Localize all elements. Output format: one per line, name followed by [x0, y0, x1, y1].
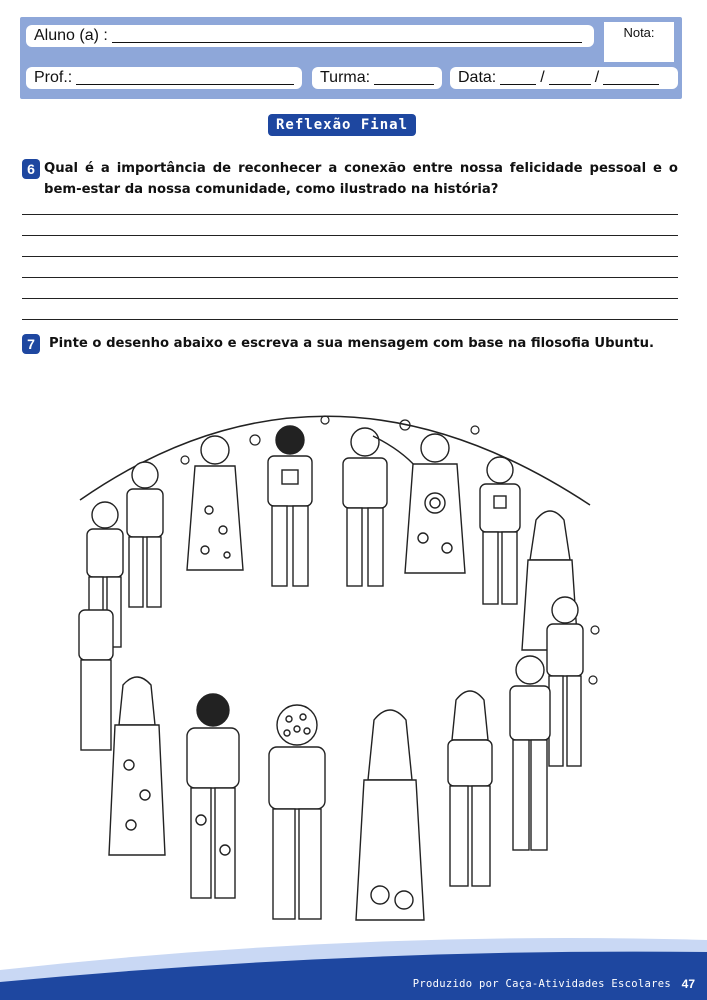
turma-field[interactable]: [312, 67, 442, 89]
section-title: Reflexão Final: [268, 114, 416, 136]
page-number: 47: [681, 977, 695, 991]
footer-credit: Produzido por Caça-Atividades Escolares: [412, 978, 671, 990]
aluno-label: Aluno (a) :: [34, 27, 108, 44]
nota-box[interactable]: [604, 22, 674, 62]
month-blank: [549, 72, 591, 85]
answer-line[interactable]: [22, 277, 678, 278]
data-field[interactable]: [450, 67, 678, 89]
student-info-header: [20, 17, 682, 99]
nota-label: Nota:: [623, 25, 655, 40]
people-holding-hands-circle-coloring-icon[interactable]: [75, 380, 605, 950]
date-separator: /: [540, 69, 545, 86]
prof-blank: [76, 72, 294, 85]
day-blank: [500, 72, 536, 85]
turma-label: Turma:: [320, 69, 371, 86]
question-7-text: Pinte o desenho abaixo e escreva a sua mensagem com base na filosofia Ubuntu.: [49, 336, 654, 351]
prof-label: Prof.:: [34, 69, 73, 86]
answer-line[interactable]: [22, 235, 678, 236]
answer-line[interactable]: [22, 298, 678, 299]
answer-line[interactable]: [22, 319, 678, 320]
answer-line[interactable]: [22, 214, 678, 215]
aluno-field[interactable]: [26, 25, 594, 47]
question-6-number: 6: [22, 159, 40, 179]
answer-line[interactable]: [22, 256, 678, 257]
footer: [0, 930, 707, 1000]
question-6-text: Qual é a importância de reconhecer a conexão entre nossa felicidade pessoal e o bem-estar da nossa comunidade, como ilustrado na história?: [44, 161, 678, 197]
date-separator: /: [594, 69, 600, 86]
year-blank: [603, 72, 659, 85]
data-label: Data:: [458, 69, 497, 86]
turma-blank: [374, 72, 434, 85]
aluno-blank: [112, 30, 582, 43]
question-7-number: 7: [22, 334, 40, 354]
prof-field[interactable]: [26, 67, 302, 89]
